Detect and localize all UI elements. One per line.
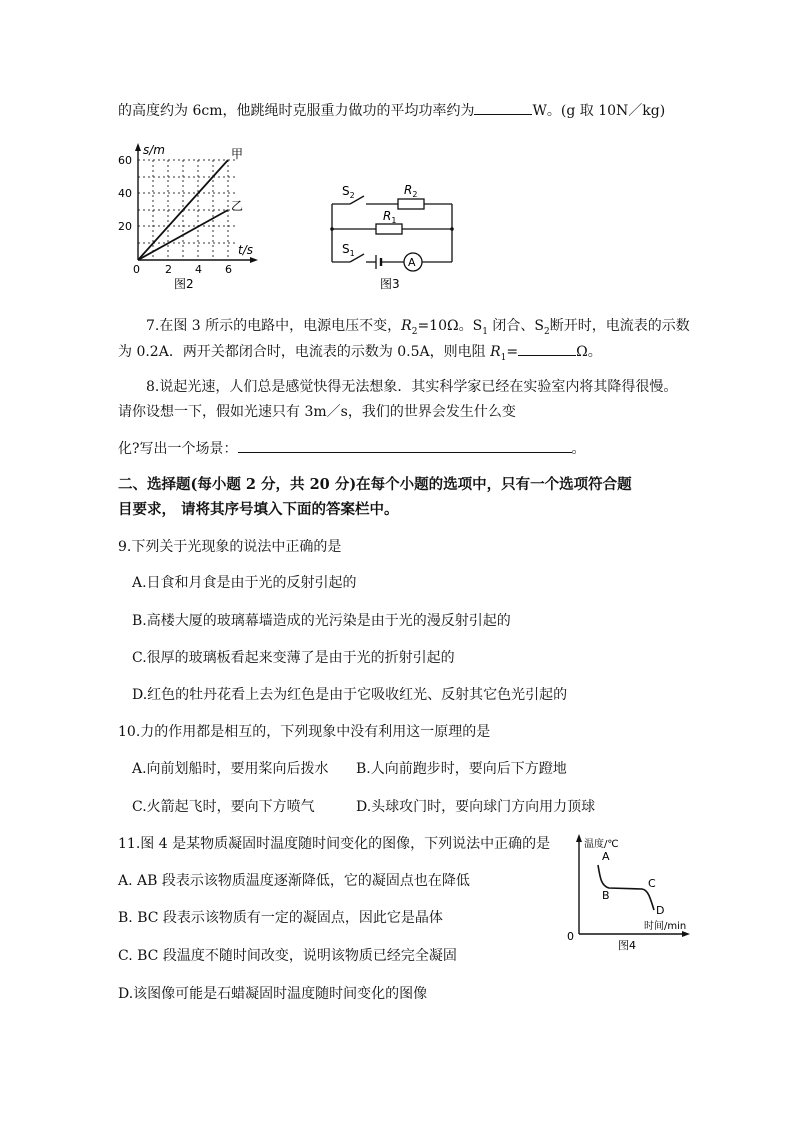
q7-text-f: = [506,344,519,360]
q7-line-2 [118,341,602,368]
fig2-y-axis-label: s/m [143,143,165,157]
q7-r1-sub: 1 [500,352,507,363]
ammeter-label: A [408,256,416,269]
q8-line-1: 8.说起光速，人们总是感觉快得无法想象．其实科学家已经在实验室内将其降得很慢。 [146,379,678,395]
point-c-label: C [648,877,656,890]
q10-option-b[interactable]: B.人向前跑步时，要向后下方蹬地 [356,761,567,777]
resistor-r1-label: $R_1$ [383,209,397,225]
q7-text-d: 断开时，电流表的示数 [549,318,690,334]
q9-option-c[interactable]: C.很厚的玻璃板看起来变薄了是由于光的折射引起的 [132,650,455,666]
q8-line-2: 请你设想一下，假如光速只有 3m／s，我们的世界会发生什么变 [118,404,516,420]
q11-option-a[interactable]: A. AB 段表示该物质温度逐渐降低，它的凝固点也在降低 [118,873,470,889]
figure-3-circuit [320,182,460,294]
q8-text-a: 化?写出一个场景： [118,441,238,457]
series-line-yi [138,210,228,260]
q7-s2-sub: 2 [543,326,550,337]
q7-text-e: 为 0.2A．两开关都闭合时，电流表的示数为 0.5A，则电阻 [118,344,491,360]
fig2-x-tick-6: 6 [225,263,232,276]
fig4-x-axis-label: 时间/min [644,921,687,932]
q6-answer-blank[interactable] [474,100,532,115]
fig2-x-tick-0: 0 [133,263,140,276]
q11-stem: 11.图 4 是某物质凝固时温度随时间变化的图像，下列说法中正确的是 [118,836,551,852]
q7-r2: R [401,318,412,334]
section-2-heading-line-2: 目要求， 请将其序号填入下面的答案栏中。 [118,501,399,518]
fig3-caption: 图3 [380,277,400,291]
q8-line-3 [118,438,586,459]
q8-answer-blank[interactable] [238,438,572,453]
point-b-label: B [602,889,610,902]
q9-option-a[interactable]: A.日食和月食是由于光的反射引起的 [132,575,357,591]
q8-text-b: 。 [571,441,586,457]
q7-s1-sub: 1 [482,326,488,337]
q9-stem: 9.下列关于光现象的说法中正确的是 [118,539,342,555]
figure-4-cooling-curve [562,832,702,956]
q7-text-g: Ω。 [576,344,602,360]
resistor-r2 [398,199,424,209]
fig4-cooling-curve [598,865,654,910]
q7-text-c: 闭合、S [487,318,544,334]
q6-tail-suffix: W。(g 取 10N／kg) [532,103,666,119]
point-d-label: D [656,904,665,917]
q7-r1: R [490,344,501,360]
q7-text-a: 7.在图 3 所示的电路中，电源电压不变， [146,318,402,334]
series-label-jia: 甲 [231,147,244,161]
q7-answer-blank[interactable] [518,341,576,356]
resistor-r2-label: $R_2$ [404,183,418,199]
q7-r2-sub: 2 [411,326,418,337]
q10-stem: 10.力的作用都是相互的，下列现象中没有利用这一原理的是 [118,724,491,740]
q10-option-d[interactable]: D.头球攻门时，要向球门方向用力顶球 [356,799,596,815]
q11-option-d[interactable]: D.该图像可能是石蜡凝固时温度随时间变化的图像 [118,986,428,1002]
q6-tail-line [118,100,665,121]
resistor-r1 [376,224,402,234]
fig4-caption: 图4 [618,939,636,952]
fig4-y-axis-label: 温度/℃ [584,839,619,850]
q11-option-b[interactable]: B. BC 段表示该物质有一定的凝固点，因此它是晶体 [118,910,443,926]
fig2-caption: 图2 [174,277,194,291]
q9-option-b[interactable]: B.高楼大厦的玻璃幕墙造成的光污染是由于光的漫反射引起的 [132,613,511,629]
q7-text-b: =10Ω。S [417,318,483,334]
q7-line-1 [146,316,690,342]
fig2-y-tick-60: 60 [118,154,132,167]
q10-option-a[interactable]: A.向前划船时，要用桨向后拨水 [132,761,329,777]
q6-tail-prefix: 的高度约为 6cm，他跳绳时克服重力做功的平均功率约为 [118,103,475,119]
q9-option-d[interactable]: D.红色的牡丹花看上去为红色是由于它吸收红光、反射其它色光引起的 [132,687,568,703]
fig2-x-tick-4: 4 [195,263,202,276]
figure-2-st-graph [112,142,272,294]
q10-option-c[interactable]: C.火箭起飞时，要向下方喷气 [132,799,315,815]
fig4-origin-label: 0 [567,930,574,943]
fig2-y-tick-40: 40 [118,187,132,200]
section-2-heading-line-1: 二、选择题(每小题 2 分，共 20 分)在每个小题的选项中，只有一个选项符合题 [118,476,632,493]
switch-s1-label: $S_1$ [342,242,355,258]
switch-s2-label: $S_2$ [342,184,355,200]
series-label-yi: 乙 [231,199,244,213]
q11-option-c[interactable]: C. BC 段温度不随时间改变，说明该物质已经完全凝固 [118,948,457,964]
point-a-label: A [602,850,610,863]
fig2-x-axis-label: t/s [238,243,253,257]
fig2-y-tick-20: 20 [118,220,132,233]
fig2-x-tick-2: 2 [165,263,172,276]
